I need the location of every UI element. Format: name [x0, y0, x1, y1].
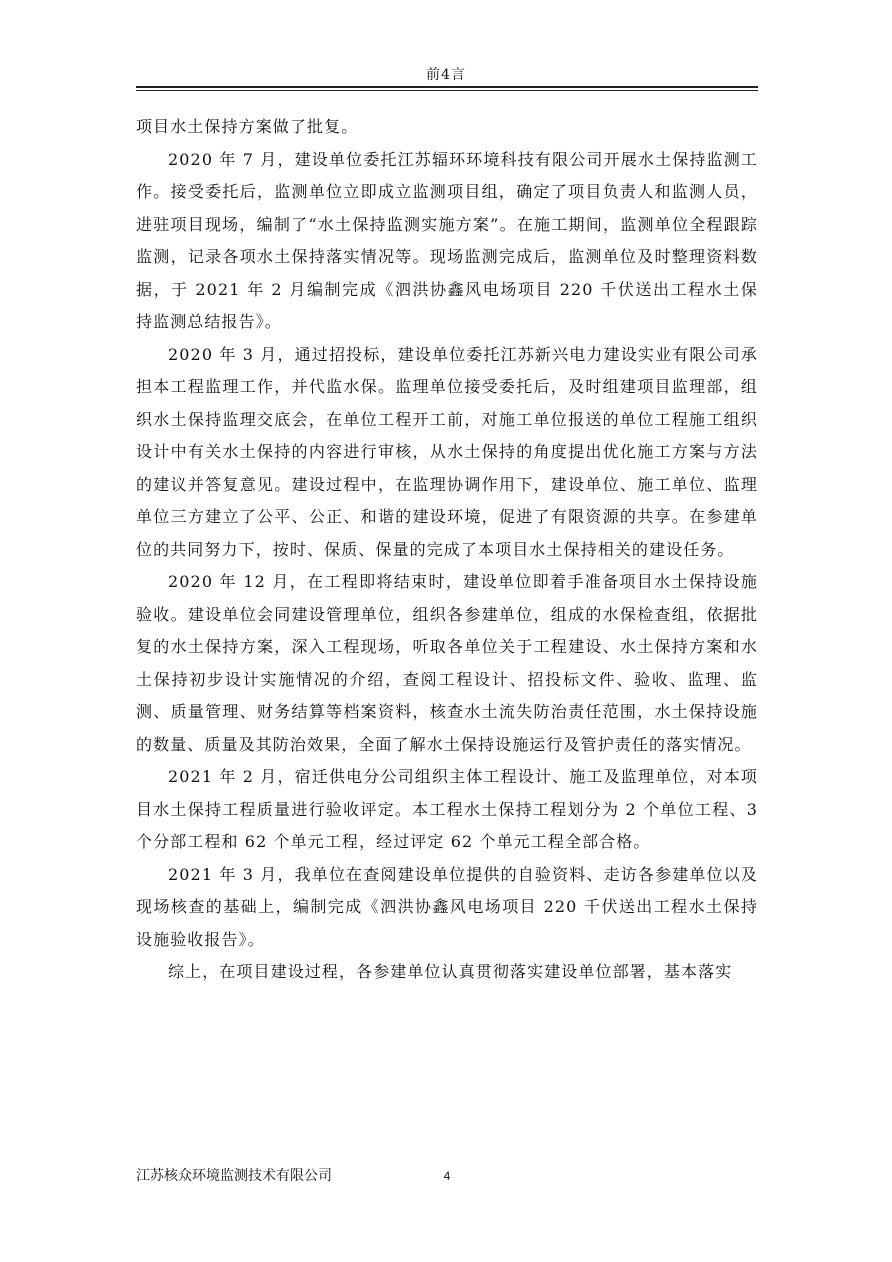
paragraph-continuation: 项目水土保持方案做了批复。: [136, 117, 359, 136]
paragraph-report-compilation: 2021 年 3 月，我单位在查阅建设单位提供的自验资料、走访各参建单位以及现场核查的基础上，编制完成《泗洪协鑫风电场项目 220 千伏送出工程水土保持设施验收报告》。: [136, 864, 758, 949]
header-divider-thin: [136, 90, 758, 91]
paragraph-monitoring: 2020 年 7 月，建设单位委托江苏辐环环境科技有限公司开展水土保持监测工作。接受委托后，监测单位立即成立监测项目组，确定了项目负责人和监测人员，进驻项目现场，编制了“水土保持监测实施方案”。在施工期间，监测单位全程跟踪监测，记录各项水土保持落实情况等。现场监测完成后，监测单位及时整理资料数据，于 2021 年 2 月编制完成《泗洪协鑫风电场项目 220 千伏送出工程水土保持监测总结报告》。: [136, 149, 758, 331]
footer-page-number: 4: [443, 1169, 451, 1183]
paragraph-quality-evaluation: 2021 年 2 月，宿迁供电分公司组织主体工程设计、施工及监理单位，对本项目水土保持工程质量进行验收评定。本工程水土保持工程划分为 2 个单位工程、3 个分部工程和 62 个单元工程，经过评定 62 个单元工程全部合格。: [136, 767, 758, 851]
footer-company-name: 江苏核众环境监测技术有限公司: [136, 1168, 332, 1184]
header-divider-thick: [136, 86, 758, 88]
paragraph-acceptance-prep: 2020 年 12 月，在工程即将结束时，建设单位即着手准备项目水土保持设施验收。建设单位会同建设管理单位，组织各参建单位，组成的水保检查组，依据批复的水土保持方案，深入工程现场，听取各单位关于工程建设、水土保持方案和水土保持初步设计实施情况的介绍，查阅工程设计、招投标文件、验收、监理、监测、质量管理、财务结算等档案资料，核查水土流失防治责任范围，水土保持设施的数量、质量及其防治效果，全面了解水土保持设施运行及管护责任的落实情况。: [136, 572, 758, 754]
paragraph-supervision: 2020 年 3 月，通过招投标，建设单位委托江苏新兴电力建设实业有限公司承担本工程监理工作，并代监水保。监理单位接受委托后，及时组建项目监理部，组织水土保持监理交底会，在单位工程开工前，对施工单位报送的单位工程施工组织设计中有关水土保持的内容进行审核，从水土保持的角度提出优化施工方案与方法的建议并答复意见。建设过程中，在监理协调作用下，建设单位、施工单位、监理单位三方建立了公平、公正、和谐的建设环境，促进了有限资源的共享。在参建单位的共同努力下，按时、保质、保量的完成了本项目水土保持相关的建设任务。: [136, 344, 758, 559]
document-body: [136, 111, 758, 989]
paragraph-summary: 综上，在项目建设过程，各参建单位认真贯彻落实建设单位部署，基本落实: [168, 962, 733, 981]
page-header-title: 前4言: [426, 67, 466, 83]
